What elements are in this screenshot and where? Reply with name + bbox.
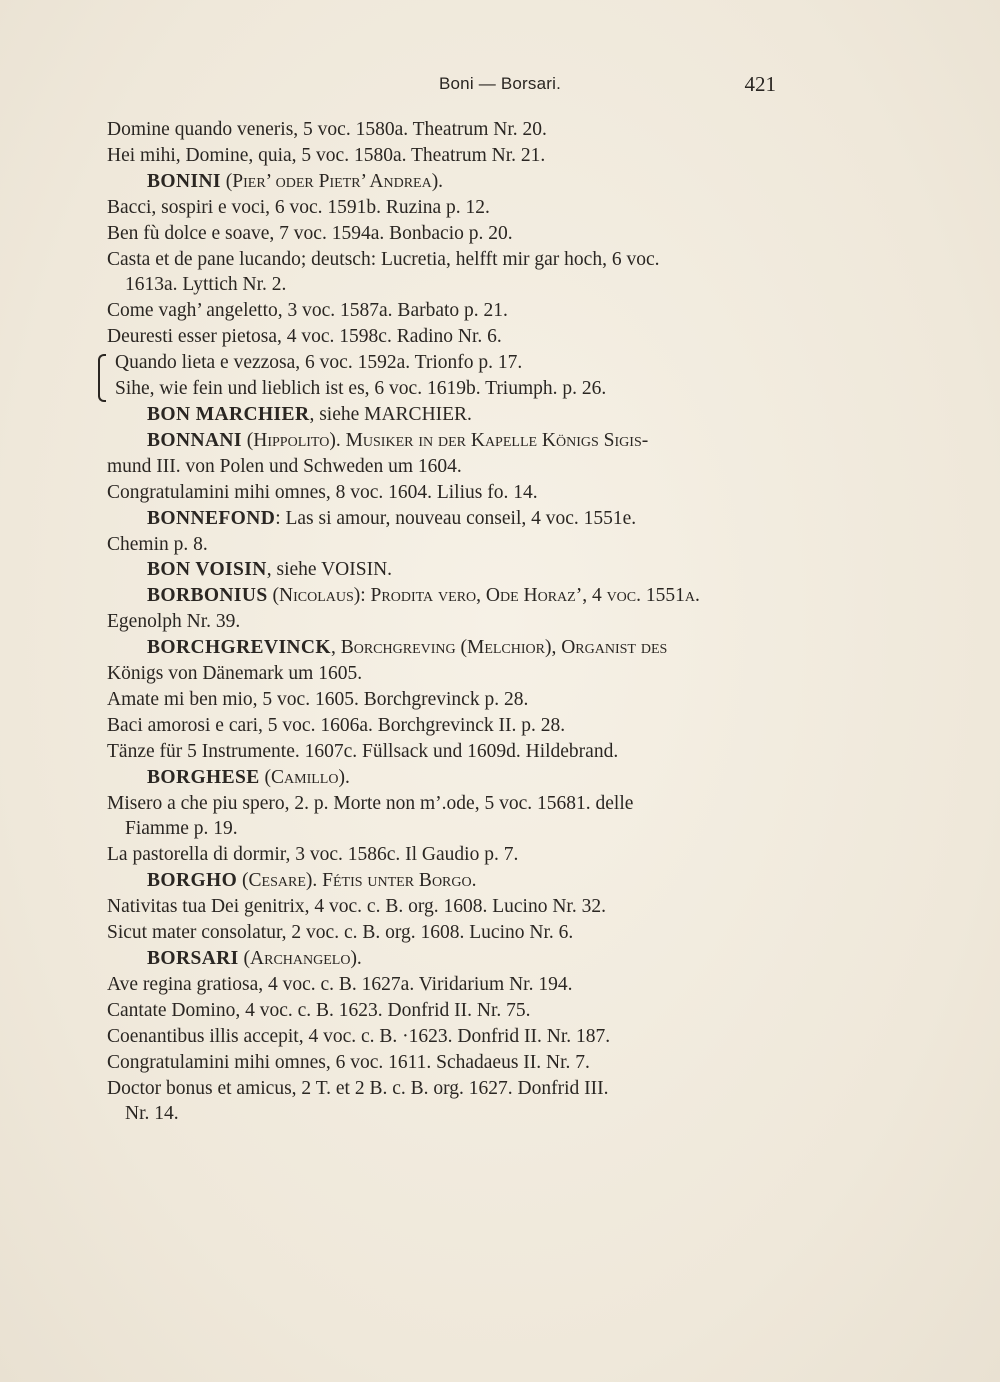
entry-line: Misero a che piu spero, 2. p. Morte non m’.ode, 5 voc. 15681. delle — [107, 792, 634, 814]
composer-info: : Las si amour, nouveau conseil, 4 voc. 1551e. — [275, 507, 637, 529]
composer-name: BONINI — [147, 170, 221, 192]
composer-info: , siehe VOISIN. — [266, 559, 393, 581]
entry-line: Domine quando veneris, 5 voc. 1580a. Theatrum Nr. 20. — [107, 119, 547, 140]
composer-heading — [107, 868, 779, 894]
entry-line: Amate mi ben mio, 5 voc. 1605. Borchgrevinck p. 28. — [107, 688, 529, 710]
composer-name: BORGHO — [147, 870, 238, 892]
entry-line: La pastorella di dormir, 3 voc. 1586c. Il Gaudio p. 7. — [107, 844, 519, 866]
entry-line: Königs von Dänemark um 1605. — [107, 663, 363, 685]
entry-line: Come vagh’ angeletto, 3 voc. 1587a. Barbato p. 21. — [107, 300, 508, 322]
composer-name: BON MARCHIER — [147, 403, 310, 425]
composer-heading — [107, 635, 779, 661]
entry-line: Tänze für 5 Instrumente. 1607c. Füllsack und 1609d. Hildebrand. — [107, 740, 619, 762]
composer-info: (Hippolito). Musiker in der Kapelle Königs Sigis- — [241, 429, 649, 451]
composer-info: , siehe MARCHIER. — [309, 403, 472, 425]
composer-info: (Archangelo). — [238, 948, 362, 969]
entry-line: Hei mihi, Domine, quia, 5 voc. 1580a. Theatrum Nr. 21. — [107, 144, 546, 166]
entry-line: Ben fù dolce e soave, 7 voc. 1594a. Bonbacio p. 20. — [107, 222, 513, 244]
composer-heading — [107, 169, 779, 195]
entry-line: Quando lieta e vezzosa, 6 voc. 1592a. Trionfo p. 17. — [115, 352, 523, 374]
entry-line: Congratulamini mihi omnes, 8 voc. 1604. Lilius fo. 14. — [107, 481, 538, 503]
composer-name: BON VOISIN — [147, 559, 267, 581]
entry-line: Baci amorosi e cari, 5 voc. 1606a. Borchgrevinck II. p. 28. — [107, 714, 566, 736]
entry-line: Deuresti esser pietosa, 4 voc. 1598c. Radino Nr. 6. — [107, 326, 502, 348]
running-head: Boni — Borsari. — [438, 74, 562, 93]
composer-name: BORGHESE — [147, 766, 260, 788]
composer-info: (Pier’ oder Pietr’ Andrea). — [220, 170, 444, 192]
entry-line: Sicut mater consolatur, 2 voc. c. B. org. 1608. Lucino Nr. 6. — [107, 922, 574, 944]
entry-line: mund III. von Polen und Schweden um 1604. — [107, 455, 462, 477]
composer-name: BORCHGREVINCK — [147, 637, 331, 659]
entry-line: Congratulamini mihi omnes, 6 voc. 1611. Schadaeus II. Nr. 7. — [107, 1051, 590, 1073]
composer-info: (Camillo). — [259, 766, 350, 788]
entry-line: Sihe, wie fein und lieblich ist es, 6 voc. 1619b. Triumph. p. 26. — [115, 378, 607, 400]
brace-bracket — [98, 354, 106, 402]
entry-line: Ave regina gratiosa, 4 voc. c. B. 1627a. Viridarium Nr. 194. — [107, 973, 573, 995]
composer-heading — [107, 506, 779, 532]
composer-info: (Cesare). Fétis unter Borgo. — [237, 870, 477, 892]
entry-line: Casta et de pane lucando; deutsch: Lucretia, helfft mir gar hoch, 6 voc. — [107, 248, 660, 270]
entry-line: Egenolph Nr. 39. — [107, 611, 241, 633]
composer-heading — [107, 428, 779, 454]
entry-line-continued: Nr. 14. — [125, 1103, 179, 1125]
entry-line: Cantate Domino, 4 voc. c. B. 1623. Donfrid II. Nr. 75. — [107, 999, 531, 1021]
composer-name: BORSARI — [147, 948, 239, 969]
composer-heading — [107, 583, 779, 609]
composer-heading — [107, 557, 779, 583]
entry-line: Nativitas tua Dei genitrix, 4 voc. c. B. org. 1608. Lucino Nr. 32. — [107, 896, 606, 918]
entry-line-continued: 1613a. Lyttich Nr. 2. — [125, 274, 287, 296]
composer-heading — [107, 402, 779, 428]
composer-name: BONNANI — [147, 429, 242, 451]
composer-info: (Nicolaus): Prodita vero, Ode Horaz’, 4 voc. 1551a. — [267, 585, 700, 607]
entry-line: Doctor bonus et amicus, 2 T. et 2 B. c. B. org. 1627. Donfrid III. — [107, 1077, 609, 1099]
page-header — [0, 72, 1000, 102]
entry-line: Coenantibus illis accepit, 4 voc. c. B. ·1623. Donfrid II. Nr. 187. — [107, 1025, 611, 1047]
composer-info: , Borchgreving (Melchior), Organist des — [330, 637, 668, 659]
entry-line: Chemin p. 8. — [107, 533, 208, 555]
composer-name: BORBONIUS — [147, 585, 268, 607]
bracketed-entry-group — [107, 350, 779, 402]
entry-line: Bacci, sospiri e voci, 6 voc. 1591b. Ruzina p. 12. — [107, 196, 490, 218]
page-body — [107, 117, 779, 1127]
composer-heading — [107, 946, 779, 972]
composer-heading — [107, 765, 779, 791]
composer-name: BONNEFOND — [147, 507, 276, 529]
page-number: 421 — [744, 72, 776, 96]
entry-line-continued: Fiamme p. 19. — [125, 818, 238, 840]
